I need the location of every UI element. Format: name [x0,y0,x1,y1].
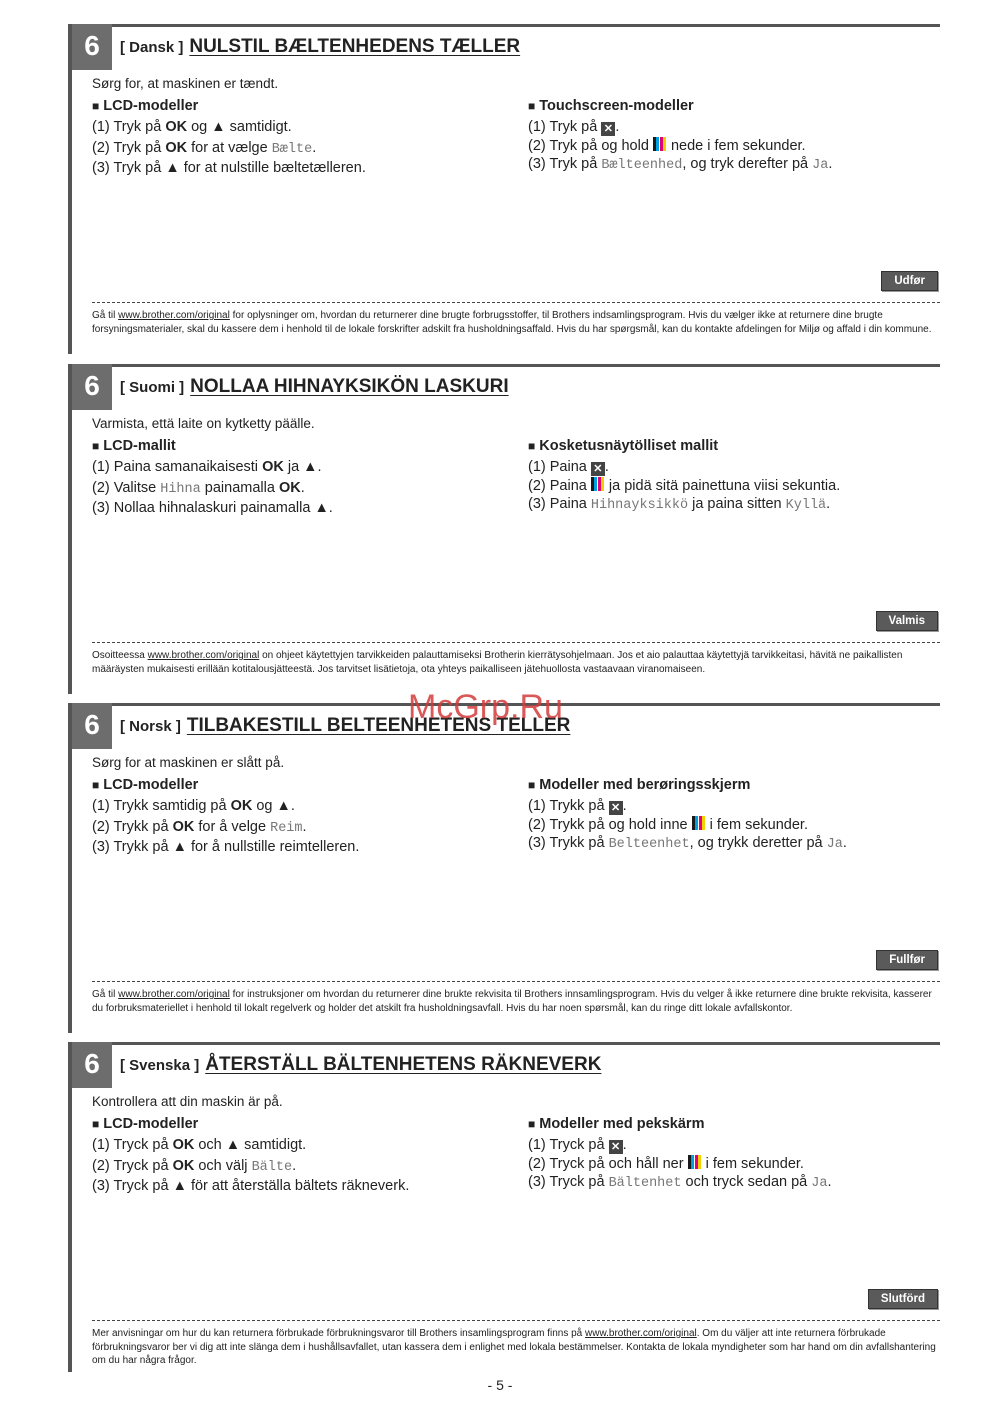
lcd-step-2: (2) Trykk på OK for å velge Reim. [92,818,307,836]
dashed-divider [92,642,940,643]
language-label: [ Norsk ] [120,718,181,735]
finish-button[interactable]: Fullfør [876,950,938,970]
intro-text: Sørg for at maskinen er slått på. [92,755,285,770]
lcd-step-1: (1) Tryk på OK og ▲ samtidigt. [92,119,292,135]
lcd-step-1: (1) Trykk samtidig på OK og ▲. [92,798,295,814]
lcd-step-3: (3) Trykk på ▲ for å nullstille reimtelleren. [92,839,360,855]
section-title [120,36,520,58]
ink-cartridge-icon [653,137,667,151]
dashed-divider [92,1320,940,1321]
reset-section [68,364,940,694]
lcd-step-3: (3) Tryk på ▲ for at nulstille bæltetælleren. [92,160,366,176]
tools-x-icon: ✕ [609,1140,623,1154]
bullet-square-icon: ■ [92,439,100,453]
lcd-models-heading: ■ LCD-mallit [92,438,176,454]
lcd-step-3: (3) Nollaa hihnalaskuri painamalla ▲. [92,500,333,516]
recycling-note: Mer anvisningar om hur du kan returnera förbrukade förbrukningsvaror till Brothers insamlingsprogram finns på www.brother.com/original. Om du väljer att inte returnera förbrukade förbrukningsvaror ber vi dig att inte slänga dem i hushållsavfallet, utan kassera dem i enlighet med lokala bestämmelser. Kontakta de lokala myndigheter som har hand om din avfallshantering om du har några frågor. [92,1328,936,1366]
finish-button[interactable]: Valmis [876,611,938,631]
recycling-note: Gå til www.brother.com/original for instruksjoner om hvordan du returnerer dine brukte rekvisita til Brothers innsamlingsprogram. Hvis du velger å ikke returnere dine brukte rekvisita, kasserer du forbruksmateriellet i henhold til lokalt regelverk og holder det atskilt fra husholdningsavfall. Hvis du har noen spørsmål, kan du ringe ditt lokale avfallskontor. [92,989,932,1014]
lcd-models-column [92,98,512,178]
lcd-step-2: (2) Tryk på OK for at vælge Bælte. [92,139,317,157]
lcd-step-1: (1) Tryck på OK och ▲ samtidigt. [92,1137,307,1153]
step-number-badge: 6 [72,24,112,70]
lcd-models-column [92,777,512,857]
step-number-badge: 6 [72,364,112,410]
brother-original-link[interactable]: www.brother.com/original [147,650,260,661]
touch-step-1: (1) Trykk på ✕ . [528,798,627,814]
ink-cartridge-icon [591,477,605,491]
bullet-square-icon: ■ [92,99,100,113]
touchscreen-models-column [528,1116,938,1194]
touch-step-3: (3) Paina Hihnayksikkö ja paina sitten Kyllä. [528,496,831,513]
dashed-divider [92,302,940,303]
tools-x-icon: ✕ [609,801,623,815]
recycling-note: Osoitteessa www.brother.com/original on ohjeet käytettyjen tarvikkeiden palauttamiseksi Brotherin kierrätysohjelmaan. Jos et aio palauttaa käytettyjä tarvikkeitasi, hävitä ne paikallisten määräysten mukaisesti erillään kotitalousjätteestä. Jos tarvitset lisätietoja, ota yhteys paikalliseen jätehuollosta vastaavaan viranomaiseen. [92,650,903,675]
language-label: [ Dansk ] [120,39,184,56]
language-label: [ Suomi ] [120,379,185,396]
touch-step-2: (2) Tryk på og hold nede i fem sekunder. [528,137,806,154]
touch-step-3: (3) Tryck på Bältenhet och tryck sedan på Ja. [528,1174,832,1191]
section-title [120,376,509,398]
touchscreen-models-heading: ■ Modeller med berøringsskjerm [528,777,751,793]
bullet-square-icon: ■ [528,778,536,792]
step-number-badge: 6 [72,1042,112,1088]
touch-step-1: (1) Tryk på ✕ . [528,119,620,135]
section-heading-text: NOLLAA HIHNAYKSIKÖN LASKURI [190,376,509,397]
reset-section [68,1042,940,1372]
bullet-square-icon: ■ [528,439,536,453]
finish-button[interactable]: Udfør [881,271,938,291]
dashed-divider [92,981,940,982]
recycling-note: Gå til www.brother.com/original for oplysninger om, hvordan du returnerer dine brugte forbrugsstoffer, til Brothers indsamlingsprogram. Hvis du vælger ikke at returnere dine brugte forsyningsmaterialer, skal du kassere dem i henhold til de lokale forskrifter adskilt fra husholdningsaffald. Hvis du har spørgsmål, kan du kontakte afdelingen for Miljø og affald i din kommune. [92,310,932,335]
lcd-step-1: (1) Paina samanaikaisesti OK ja ▲. [92,459,322,475]
touch-step-2: (2) Trykk på og hold inne i fem sekunder. [528,816,808,833]
brother-original-link[interactable]: www.brother.com/original [118,310,230,321]
touch-step-1: (1) Tryck på ✕ . [528,1137,627,1153]
intro-text: Varmista, että laite on kytketty päälle. [92,416,315,431]
lcd-models-column [92,438,512,518]
section-title [120,1054,601,1076]
touch-step-1: (1) Paina ✕ . [528,459,609,475]
bullet-square-icon: ■ [528,1117,536,1131]
touch-step-2: (2) Paina ja pidä sitä painettuna viisi sekuntia. [528,477,841,494]
lcd-step-2: (2) Tryck på OK och välj Bälte. [92,1157,297,1175]
touchscreen-models-column [528,98,938,176]
lcd-models-heading: ■ LCD-modeller [92,98,199,114]
touch-step-3: (3) Tryk på Bælteenhed, og tryk derefter på Ja. [528,156,833,173]
language-label: [ Svenska ] [120,1057,200,1074]
brother-original-link[interactable]: www.brother.com/original [118,989,230,1000]
section-top-rule [72,24,940,27]
bullet-square-icon: ■ [528,99,536,113]
ink-cartridge-icon [688,1155,702,1169]
touchscreen-models-heading: ■ Kosketusnäytölliset mallit [528,438,719,454]
step-number-badge: 6 [72,703,112,749]
tools-x-icon: ✕ [591,462,605,476]
reset-section [68,24,940,354]
touch-step-2: (2) Tryck på och håll ner i fem sekunder. [528,1155,804,1172]
tools-x-icon: ✕ [601,122,615,136]
touchscreen-models-heading: ■ Touchscreen-modeller [528,98,694,114]
bullet-square-icon: ■ [92,1117,100,1131]
lcd-step-3: (3) Tryck på ▲ för att återställa bältets räkneverk. [92,1178,410,1194]
section-heading-text: TILBAKESTILL BELTEENHETENS TELLER [186,715,571,736]
watermark: McGrp.Ru [408,688,563,726]
lcd-models-heading: ■ LCD-modeller [92,1116,199,1132]
ink-cartridge-icon [692,816,706,830]
finish-button[interactable]: Slutförd [868,1289,938,1309]
intro-text: Sørg for, at maskinen er tændt. [92,76,279,91]
intro-text: Kontrollera att din maskin är på. [92,1094,283,1109]
touch-step-3: (3) Trykk på Belteenhet, og trykk deretter på Ja. [528,835,847,852]
brother-original-link[interactable]: www.brother.com/original [585,1328,697,1339]
lcd-step-2: (2) Valitse Hihna painamalla OK. [92,479,305,497]
section-heading-text: ÅTERSTÄLL BÄLTENHETENS RÄKNEVERK [205,1054,602,1075]
lcd-models-heading: ■ LCD-modeller [92,777,199,793]
touchscreen-models-heading: ■ Modeller med pekskärm [528,1116,705,1132]
touchscreen-models-column [528,777,938,855]
bullet-square-icon: ■ [92,778,100,792]
reset-section [68,703,940,1033]
section-top-rule [72,1042,940,1045]
touchscreen-models-column [528,438,938,516]
section-top-rule [72,364,940,367]
section-heading-text: NULSTIL BÆLTENHEDENS TÆLLER [189,36,521,57]
lcd-models-column [92,1116,512,1196]
page-number: - 5 - [487,1377,513,1393]
